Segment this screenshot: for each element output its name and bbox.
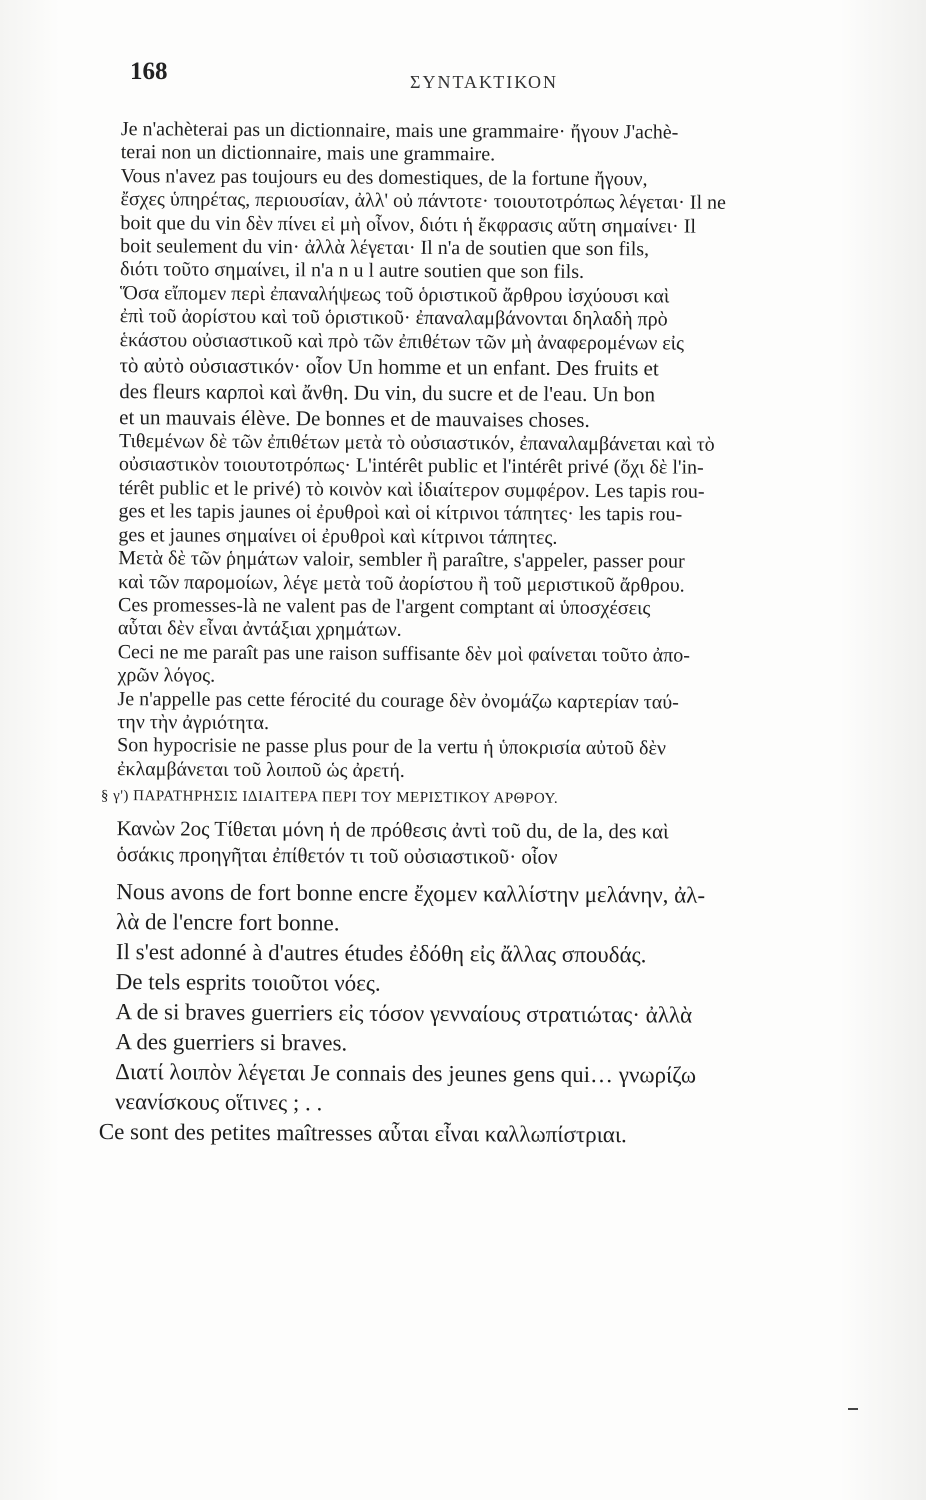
text-line: boit que du vin δὲν πίνει εἰ μὴ οἶνον, διότι ἡ ἔκφρασις αὕτη σημαίνει· Il — [120, 211, 697, 238]
text-line: des fleurs καρποὶ καὶ ἄνθη. Du vin, du sucre et de l'eau. Un bon — [119, 379, 656, 407]
body-text — [99, 118, 857, 1151]
text-line: τὸ αὐτὸ οὐσιαστικόν· οἷον Un homme et un enfant. Des fruits et — [119, 353, 659, 381]
paragraph — [103, 282, 856, 435]
text-line: αὗται δὲν εἶναι ἀντάξιαι χρημάτων. — [117, 617, 402, 642]
text-line: ἑκάστου οὐσιαστικοῦ καὶ πρὸ τῶν ἐπιθέτων τῶν μὴ ἀναφερομένων εἰς — [119, 328, 685, 355]
text-line: Διατί λοιπὸν λέγεται Je connais des jeunes gens qui… γνωρίζω — [115, 1058, 697, 1088]
text-line: Je n'appelle pas cette férocité du courage δὲν ὀνομάζω καρτερίαν ταύ- — [117, 687, 679, 714]
page-number: 168 — [130, 58, 168, 85]
example — [100, 877, 852, 942]
running-title: ΣΥΝΤΑΚΤΙΚΟΝ — [410, 72, 558, 92]
text-line: την τὴν ἀγριότητα. — [117, 711, 270, 734]
text-line: De tels esprits τοιοῦτοι νόες. — [115, 968, 381, 996]
text-line: Τιθεμένων δὲ τῶν ἐπιθέτων μετὰ τὸ οὐσιαστικόν, ἐπαναλαμβάνεται καὶ τὸ — [118, 430, 715, 456]
text-line: terai non un dictionnaire, mais une grammaire. — [120, 141, 496, 166]
text-line: ἐπὶ τοῦ ἀορίστου καὶ τοῦ ὁριστικοῦ· ἐπαναλαμβάνονται δηλαδὴ πρὸ — [119, 305, 668, 331]
margin-dash — [848, 1408, 858, 1410]
text-line: ἐκλαμβάνεται τοῦ λοιποῦ ὡς ἀρετή. — [116, 757, 405, 782]
text-line: ges et jaunes σημαίνει οἱ ἐρυθροὶ καὶ κίτρινοι τάπητες. — [118, 523, 558, 549]
rule-paragraph — [100, 815, 852, 872]
text-line: Son hypocrisie ne passe plus pour de la vertu ἡ ὑποκρισία αὐτοῦ δὲν — [117, 734, 666, 760]
example — [100, 967, 852, 1002]
example — [99, 1057, 851, 1122]
text-line: Vous n'avez pas toujours eu des domestiques, de la fortune ἤγουν, — [120, 164, 648, 191]
text-line: A de si braves guerriers εἰς τόσον γενναίους στρατιώτας· ἀλλὰ — [115, 998, 693, 1028]
text-line: ἔσχες ὑπηρέτας, περιουσίαν, ἀλλ' οὐ πάντοτε· τοιουτοτρόπως λέγεται· Il ne — [120, 188, 726, 215]
example — [100, 937, 852, 972]
text-line: Ceci ne me paraît pas une raison suffisante δὲν μοὶ φαίνεται τοῦτο ἀπο- — [117, 640, 691, 667]
section-heading — [101, 785, 853, 813]
text-line: καὶ τῶν παρομοίων, λέγε μετὰ τοῦ ἀορίστου ἢ τοῦ μεριστικοῦ ἄρθρου. — [118, 570, 685, 597]
text-line: Ὅσα εἴπομεν περὶ ἐπαναλήψεως τοῦ ὁριστικοῦ ἄρθρου ἰσχύουσι καὶ — [119, 281, 670, 308]
text-line: et un mauvais élève. De bonnes et de mauvaises choses. — [119, 405, 590, 433]
example — [99, 1117, 851, 1152]
paragraph — [104, 165, 857, 287]
text-line: ges et les tapis jaunes οἱ ἐρυθροὶ καὶ οἱ κίτρινοι τάπητες· les tapis rou- — [118, 500, 683, 526]
text-line: A des guerriers si braves. — [115, 1028, 348, 1056]
paragraph — [105, 118, 857, 169]
paragraph — [102, 594, 854, 645]
page-header — [130, 52, 830, 96]
paragraph — [102, 641, 854, 692]
text-line: Il s'est adonné à d'autres études ἐδόθη εἰς ἄλλας σπουδάς. — [115, 938, 647, 967]
text-line: Nous avons de fort bonne encre ἔχομεν καλλίστην μελάνην, ἀλ- — [116, 878, 706, 908]
text-line: Ces promesses-là ne valent pas de l'argent comptant αἱ ὑποσχέσεις — [117, 593, 651, 620]
text-line: χρῶν λόγος. — [117, 664, 216, 687]
text-line: οὐσιαστικὸν τοιουτοτρόπως· L'intérêt public et l'intérêt privé (ὄχι δὲ l'in- — [118, 453, 704, 480]
text-line: Κανὼν 2ος Τίθεται μόνη ἡ de πρόθεσις ἀντὶ τοῦ du, de la, des καὶ — [116, 815, 669, 844]
text-line: Μετὰ δὲ τῶν ῥημάτων valoir, sembler ἢ paraître, s'appeler, passer pour — [118, 547, 685, 573]
text-line: Ce sont des petites maîtresses αὗται εἶναι καλλωπίστριαι. — [98, 1118, 627, 1147]
example — [99, 997, 851, 1062]
paragraph — [102, 547, 854, 598]
text-line: νεανίσκους οἵτινες ; . . — [114, 1088, 323, 1115]
text-line: διότι τοῦτο σημαίνει, il n'a n u l autre soutien que son fils. — [120, 258, 585, 284]
text-line: λὰ de l'encre fort bonne. — [116, 908, 340, 936]
text-line: boit seulement du vin· ἀλλὰ λέγεται· Il n'a de soutien que son fils, — [120, 235, 650, 261]
paragraph — [102, 430, 855, 552]
text-line: térêt public et le privé) τὸ κοινὸν καὶ ἰδιαίτερον συμφέρον. Les tapis rou- — [118, 476, 705, 503]
paragraph — [101, 688, 853, 739]
paragraph — [101, 734, 853, 785]
text-line: ὁσάκις προηγῆται ἐπίθετόν τι τοῦ οὐσιαστικοῦ· οἷον — [116, 841, 558, 869]
section-heading-text: § γ') ΠΑΡΑΤΗΡΗΣΙΣ ΙΔΙΑΙΤΕΡΑ ΠΕΡΙ ΤΟΥ ΜΕΡΙΣΤΙΚΟΥ ΑΡΘΡΟΥ. — [100, 788, 559, 807]
text-line: Je n'achèterai pas un dictionnaire, mais une grammaire· ἤγουν J'achè- — [120, 118, 679, 144]
